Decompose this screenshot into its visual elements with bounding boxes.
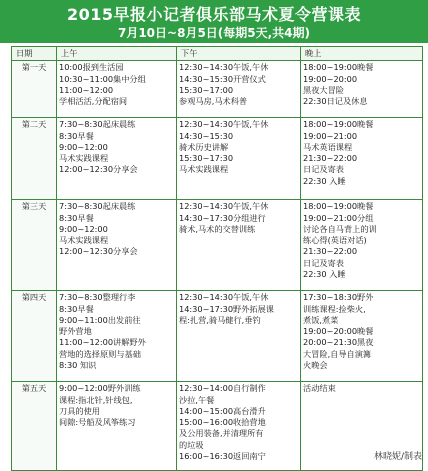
schedule-line: 21:30~22:00: [303, 246, 358, 257]
schedule-line: 14:30~15:30开营仪式: [179, 73, 266, 84]
column-header-date: 日期: [12, 47, 57, 61]
schedule-line: 12:30~14:30午饭,午休: [179, 201, 269, 212]
column-header-afternoon: 下午: [177, 47, 301, 61]
schedule-line: 15:30~17:30: [179, 153, 234, 164]
schedule-line: 马术实践课程: [179, 164, 229, 175]
page-title: 2015早报小记者俱乐部马术夏令营课表: [66, 5, 362, 24]
credit-text: 林晓妮/制表: [373, 452, 422, 462]
schedule-line: 黑夜大冒险: [303, 84, 344, 95]
afternoon-cell: [177, 291, 301, 382]
evening-cell: [301, 118, 423, 200]
schedule-line: 野外营地: [59, 326, 92, 337]
schedule-line: 12:30~14:30午饭,午休: [179, 62, 269, 73]
schedule-line: 刀具的使用: [59, 405, 100, 416]
day-cell: 第二天: [12, 118, 57, 200]
afternoon-cell: [177, 61, 301, 118]
table-row: [12, 291, 423, 382]
schedule-line: 12:30~14:30午饭,午休: [179, 119, 269, 130]
morning-cell: [57, 382, 177, 471]
schedule-line: 9:00~12:00野外训练: [59, 383, 141, 394]
title-banner: [0, 0, 428, 43]
schedule-line: 大冒险,自导自演篝: [303, 348, 372, 359]
table-row: [12, 118, 423, 200]
schedule-line: 沙拉,午餐: [179, 394, 215, 405]
schedule-line: 22:30日记及休息: [303, 96, 368, 107]
day-cell: 第三天: [12, 200, 57, 291]
schedule-line: 间隙:号船及风筝练习: [59, 417, 136, 428]
schedule-line: 马术英语课程: [303, 141, 353, 152]
schedule-line: 14:30~17:30野外拓展课: [179, 303, 274, 314]
schedule-line: 11:00~12:00讲解野外: [59, 337, 146, 348]
schedule-line: 9:00~12:00: [59, 223, 108, 234]
morning-cell: [57, 291, 177, 382]
schedule-table: [11, 46, 423, 471]
column-header-morning: 上午: [57, 47, 177, 61]
schedule-line: 7:30~8:30起床晨练: [59, 201, 136, 212]
schedule-line: 18:00~19:00晚餐: [303, 62, 374, 73]
afternoon-cell: [177, 200, 301, 291]
schedule-line: 学相活活,分配宿间: [59, 96, 128, 107]
schedule-line: 7:30~8:30整理行李: [59, 292, 136, 303]
page-subtitle: 7月10日~8月5日(每期5天,共4期): [117, 26, 311, 40]
schedule-line: 8:30 知识: [59, 360, 97, 371]
schedule-line: 19:00~21:00分组: [303, 212, 374, 223]
evening-cell: [301, 61, 423, 118]
schedule-line: 20:00~21:30黑夜: [303, 337, 374, 348]
schedule-line: 训练课程:捡柴火,: [303, 303, 366, 314]
schedule-line: 讨论各自马背上的训: [303, 223, 377, 234]
schedule-line: 12:00~12:30分享会: [59, 164, 138, 175]
schedule-line: 日记及寄表: [303, 164, 344, 175]
schedule-line: 及公用装备,并清理所有: [179, 428, 264, 439]
schedule-line: 参观马房,马术科普: [179, 96, 248, 107]
afternoon-cell: [177, 382, 301, 471]
schedule-line: 12:00~12:30分享会: [59, 246, 138, 257]
evening-cell: [301, 200, 423, 291]
schedule-line: 14:00~15:00高台滑升: [179, 405, 266, 416]
morning-cell: [57, 200, 177, 291]
day-cell: 第四天: [12, 291, 57, 382]
table-header-row: [12, 47, 423, 61]
schedule-line: 12:30~14:30午饭,午休: [179, 292, 269, 303]
schedule-line: 12:30~14:00自行制作: [179, 383, 266, 394]
schedule-line: 骑术历史讲解: [179, 141, 229, 152]
schedule-line: 火晚会: [303, 360, 328, 371]
schedule-line: 19:00~20:00: [303, 73, 358, 84]
schedule-line: 营地的选择原则与基础: [59, 348, 141, 359]
table-row: [12, 382, 423, 471]
schedule-line: 21:30~22:00: [303, 153, 358, 164]
schedule-line: 9:00~12:00: [59, 141, 108, 152]
schedule-line: 19:00~20:00晚餐: [303, 326, 374, 337]
schedule-line: 9:00~11:00出发前往: [59, 314, 141, 325]
schedule-line: 马术实践课程: [59, 153, 109, 164]
morning-cell: [57, 118, 177, 200]
schedule-line: 活动结束: [303, 383, 336, 394]
schedule-line: 马术实践课程: [59, 235, 109, 246]
schedule-line: 煮饭,煮菜: [303, 314, 339, 325]
schedule-line: 17:30~18:30野外: [303, 292, 374, 303]
schedule-line: 19:00~21:00: [303, 130, 358, 141]
schedule-line: 10:30~11:00集中分组: [59, 73, 146, 84]
schedule-line: 14:30~17:30分组进行: [179, 212, 266, 223]
schedule-line: 22:30 入睡: [303, 175, 346, 186]
table-row: [12, 200, 423, 291]
schedule-line: 7:30~8:30起床晨练: [59, 119, 136, 130]
day-cell: 第五天: [12, 382, 57, 471]
schedule-line: 8:30早餐: [59, 130, 94, 141]
schedule-line: 16:00~16:30返回南宁: [179, 451, 266, 462]
schedule-line: 程:扎营,骑马健行,垂钓: [179, 314, 261, 325]
schedule-line: 8:30早餐: [59, 303, 94, 314]
schedule-line: 10:00报到生活园: [59, 62, 124, 73]
schedule-line: 练心得(英语对话): [303, 235, 367, 246]
schedule-line: 11:00~12:00: [59, 84, 114, 95]
column-header-evening: 晚上: [301, 47, 423, 61]
schedule-line: 18:00~19:00晚餐: [303, 201, 374, 212]
schedule-line: 课程:指北针,针线包,: [59, 394, 133, 405]
schedule-body: [12, 61, 423, 471]
schedule-line: 的垃圾: [179, 439, 204, 450]
day-cell: 第一天: [12, 61, 57, 118]
schedule-line: 22:30 入睡: [303, 269, 346, 280]
table-row: [12, 61, 423, 118]
schedule-line: 日记及寄表: [303, 257, 344, 268]
schedule-line: 15:00~16:00收拾营地: [179, 417, 266, 428]
schedule-line: 骑术,马术的交替训练: [179, 223, 256, 234]
morning-cell: [57, 61, 177, 118]
schedule-line: 18:00~19:00晚餐: [303, 119, 374, 130]
schedule-line: 15:30~17:00: [179, 84, 234, 95]
evening-cell: [301, 291, 423, 382]
schedule-line: 14:30~15:30: [179, 130, 234, 141]
afternoon-cell: [177, 118, 301, 200]
schedule-line: 8:30早餐: [59, 212, 94, 223]
